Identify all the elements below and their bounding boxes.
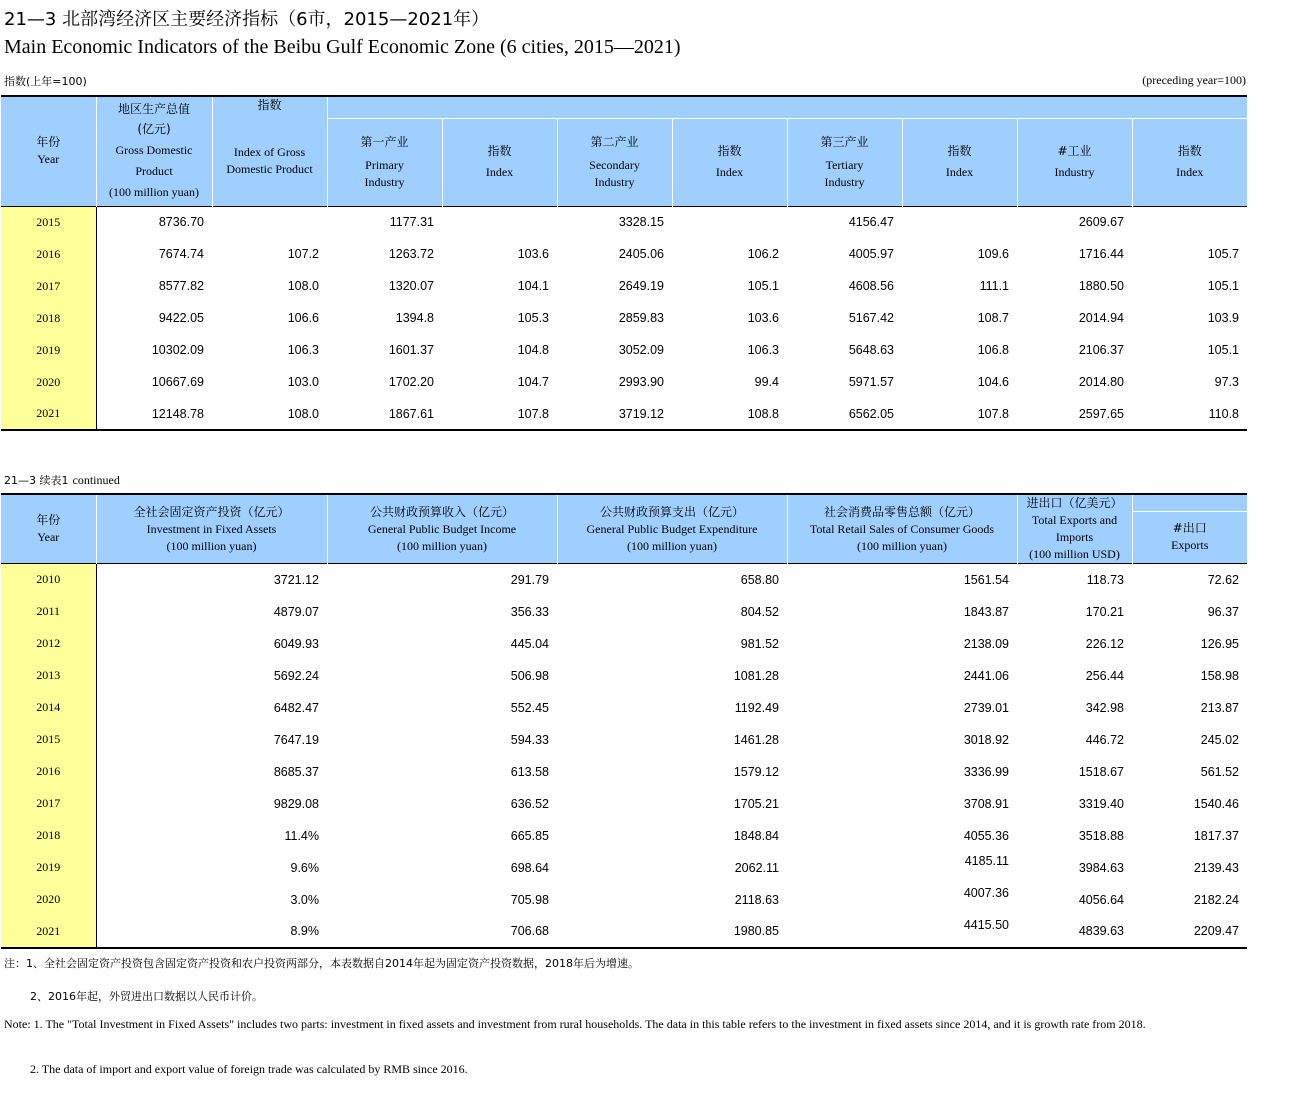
table-row: 2020 10667.69 103.0 1702.20 104.7 2993.90 99.4 5971.57 104.6 2014.80 97.3 [1, 366, 1247, 398]
header-tertiary: 第三产业 Tertiary Industry [787, 118, 902, 206]
table-row: 2012 6049.93 445.04 981.52 2138.09 226.12 126.95 [1, 628, 1247, 660]
table-row: 2021 12148.78 108.0 1867.61 107.8 3719.12 108.8 6562.05 107.8 2597.65 110.8 [1, 398, 1247, 430]
table-row: 2019 10302.09 106.3 1601.37 104.8 3052.09 106.3 5648.63 106.8 2106.37 105.1 [1, 334, 1247, 366]
header-year: 年份 Year [1, 494, 96, 564]
header-tertiary-index: 指数 Index [902, 118, 1017, 206]
header-primary-index: 指数 Index [442, 118, 557, 206]
note-cn-1: 注：1、全社会固定资产投资包含固定资产投资和农户投资两部分，本表数据自2014年起为固定资产投资数据，2018年后为增速。 [4, 957, 639, 970]
table-row: 2018 11.4% 665.85 1848.84 4055.36 3518.88 1817.37 [1, 820, 1247, 852]
table-row: 2017 9829.08 636.52 1705.21 3708.91 3319.40 1540.46 [1, 788, 1247, 820]
table-row: 2010 3721.12 291.79 658.80 1561.54 118.73 72.62 [1, 564, 1247, 596]
header-secondary: 第二产业 Secondary Industry [557, 118, 672, 206]
table-continued [1, 493, 1247, 949]
header-budget-expenditure: 公共财政预算支出（亿元） General Public Budget Expenditure (100 million yuan) [557, 494, 787, 564]
table-row: 2016 7674.74 107.2 1263.72 103.6 2405.06 106.2 4005.97 109.6 1716.44 105.7 [1, 238, 1247, 270]
page-title-en: Main Economic Indicators of the Beibu Gulf Economic Zone (6 cities, 2015—2021) [4, 36, 681, 58]
continued-label: 21—3 续表1 continued [4, 473, 120, 487]
header-secondary-index: 指数 Index [672, 118, 787, 206]
header-investment: 全社会固定资产投资（亿元） Investment in Fixed Assets (100 million yuan) [96, 494, 327, 564]
note-en-2: 2. The data of import and export value of foreign trade was calculated by RMB since 2016. [30, 1062, 468, 1076]
note-en-1: Note: 1. The "Total Investment in Fixed Assets" includes two parts: investment in fixed assets and investment from rural households. The data in this table refers to the investment in fixed assets since 2014, and it is growth rate from 2018. [4, 1017, 1146, 1031]
table-row: 2014 6482.47 552.45 1192.49 2739.01 342.98 213.87 [1, 692, 1247, 724]
unit-note-left: 指数(上年=100) [4, 75, 87, 88]
header-year: 年份 Year [1, 96, 96, 206]
header-gdp: 地区生产总值 (亿元) Gross Domestic Product (100 million yuan) [96, 96, 212, 206]
table-row: 2018 9422.05 106.6 1394.8 105.3 2859.83 103.6 5167.42 108.7 2014.94 103.9 [1, 302, 1247, 334]
header-industry-index: 指数 Index [1176, 144, 1204, 179]
header-retail-sales: 社会消费品零售总额（亿元） Total Retail Sales of Consumer Goods (100 million yuan) [787, 494, 1017, 564]
table-row: 2013 5692.24 506.98 1081.28 2441.06 256.44 158.98 [1, 660, 1247, 692]
table-row: 2020 3.0% 705.98 2118.63 4007.36 4056.64 2182.24 [1, 884, 1247, 916]
header-trade: 进出口（亿美元） Total Exports and Imports (100 million USD) [1017, 494, 1132, 564]
table-row: 2015 8736.70 1177.31 3328.15 4156.47 2609.67 [1, 206, 1247, 238]
table-row: 2021 8.9% 706.68 1980.85 4415.50 4839.63 2209.47 [1, 916, 1247, 948]
table-row: 2016 8685.37 613.58 1579.12 3336.99 1518.67 561.52 [1, 756, 1247, 788]
table-row: 2019 9.6% 698.64 2062.11 4185.11 3984.63 2139.43 [1, 852, 1247, 884]
header-primary: 第一产业 Primary Industry [327, 118, 442, 206]
table-row: 2017 8577.82 108.0 1320.07 104.1 2649.19 105.1 4608.56 111.1 1880.50 105.1 [1, 270, 1247, 302]
table-row: 2011 4879.07 356.33 804.52 1843.87 170.21 96.37 [1, 596, 1247, 628]
page-title-cn: 21—3 北部湾经济区主要经济指标（6市，2015—2021年） [4, 9, 490, 30]
table-main-indicators [1, 95, 1247, 431]
header-budget-income: 公共财政预算收入（亿元） General Public Budget Income (100 million yuan) [327, 494, 557, 564]
header-exports: #出口 Exports [1171, 521, 1209, 553]
header-gdp-index: 指数 Index of Gross Domestic Product [212, 96, 327, 206]
table-row: 2015 7647.19 594.33 1461.28 3018.92 446.72 245.02 [1, 724, 1247, 756]
note-cn-2: 2、2016年起，外贸进出口数据以人民币计价。 [30, 990, 263, 1003]
unit-note-right: (preceding year=100) [1142, 73, 1246, 87]
header-industry: #工业 Industry [1017, 118, 1132, 206]
